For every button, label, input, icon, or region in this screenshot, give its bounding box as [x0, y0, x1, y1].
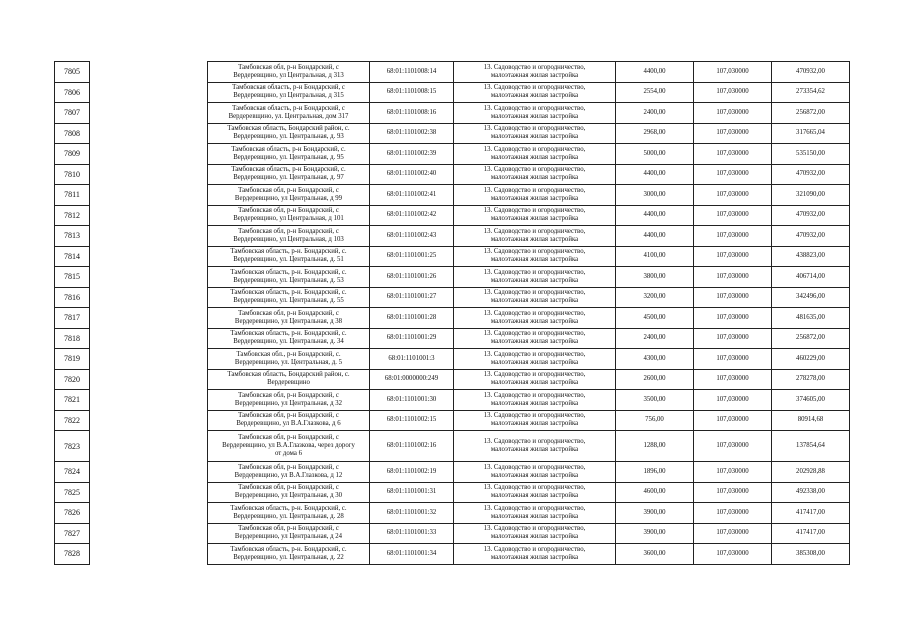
- row-number-cell: 7825: [55, 482, 90, 503]
- specific-value-cell: 107,030000: [694, 482, 772, 503]
- land-use-cell: 13. Садоводство и огородничество, малоэтажная жилая застройка: [454, 503, 616, 524]
- table-row: [208, 123, 850, 144]
- row-number-row: [55, 185, 90, 206]
- cadastral-number-cell: 68:01:1101002:15: [370, 410, 454, 431]
- area-cell: 3000,00: [616, 185, 694, 206]
- table-row: [208, 308, 850, 329]
- row-number-cell: 7808: [55, 123, 90, 144]
- land-use-cell: 13. Садоводство и огородничество, малоэтажная жилая застройка: [454, 267, 616, 288]
- table-row: [208, 205, 850, 226]
- cadastral-value-cell: 256872,00: [772, 328, 850, 349]
- cadastral-value-cell: 321090,00: [772, 185, 850, 206]
- specific-value-cell: 107,030000: [694, 390, 772, 411]
- land-use-cell: 13. Садоводство и огородничество, малоэтажная жилая застройка: [454, 544, 616, 565]
- specific-value-cell: 107,030000: [694, 431, 772, 462]
- land-use-cell: 13. Садоводство и огородничество, малоэтажная жилая застройка: [454, 349, 616, 370]
- row-number-cell: 7810: [55, 164, 90, 185]
- specific-value-cell: 107,030000: [694, 185, 772, 206]
- cadastral-value-cell: 80914,68: [772, 410, 850, 431]
- row-number-row: [55, 462, 90, 483]
- address-cell: Тамбовская область, р-н. Бондарский, с. Вердеревщино, ул. Центральная, д. 55: [208, 287, 370, 308]
- table-row: [208, 482, 850, 503]
- row-number-cell: 7818: [55, 328, 90, 349]
- row-number-row: [55, 390, 90, 411]
- row-number-cell: 7805: [55, 62, 90, 83]
- cadastral-number-cell: 68:01:1101001:29: [370, 328, 454, 349]
- row-number-cell: 7814: [55, 246, 90, 267]
- cadastral-number-cell: 68:01:1101001:25: [370, 246, 454, 267]
- area-cell: 4400,00: [616, 62, 694, 83]
- row-number-row: [55, 82, 90, 103]
- specific-value-cell: 107,030000: [694, 523, 772, 544]
- row-number-row: [55, 103, 90, 124]
- specific-value-cell: 107,030000: [694, 369, 772, 390]
- cadastral-number-cell: 68:01:1101002:19: [370, 462, 454, 483]
- specific-value-cell: 107,030000: [694, 205, 772, 226]
- row-number-row: [55, 246, 90, 267]
- address-cell: Тамбовская обл, р-н Бондарский, с Вердеревщино, ул Центральная, д 24: [208, 523, 370, 544]
- cadastral-value-cell: 492338,00: [772, 482, 850, 503]
- row-number-row: [55, 503, 90, 524]
- cadastral-value-cell: 470932,00: [772, 205, 850, 226]
- table-row: [208, 544, 850, 565]
- table-row: [208, 62, 850, 83]
- address-cell: Тамбовская обл, р-н Бондарский, с Вердеревщино, ул Центральная, д 313: [208, 62, 370, 83]
- cadastral-number-cell: 68:01:1101002:42: [370, 205, 454, 226]
- specific-value-cell: 107,030000: [694, 349, 772, 370]
- land-use-cell: 13. Садоводство и огородничество, малоэтажная жилая застройка: [454, 431, 616, 462]
- table-row: [208, 410, 850, 431]
- cadastral-value-cell: 202928,88: [772, 462, 850, 483]
- table-row: [208, 523, 850, 544]
- address-cell: Тамбовская обл, р-н Бондарский, с Вердеревщино, ул В.А.Глазкова, д 6: [208, 410, 370, 431]
- cadastral-number-cell: 68:01:1101002:16: [370, 431, 454, 462]
- row-number-cell: 7815: [55, 267, 90, 288]
- row-number-cell: 7813: [55, 226, 90, 247]
- specific-value-cell: 107,030000: [694, 144, 772, 165]
- table-row: [208, 267, 850, 288]
- specific-value-cell: 107,030000: [694, 267, 772, 288]
- land-parcel-table: [207, 61, 850, 565]
- cadastral-number-cell: 68:01:1101001:34: [370, 544, 454, 565]
- land-use-cell: 13. Садоводство и огородничество, малоэтажная жилая застройка: [454, 226, 616, 247]
- row-number-cell: 7824: [55, 462, 90, 483]
- area-cell: 1288,00: [616, 431, 694, 462]
- table-row: [208, 390, 850, 411]
- specific-value-cell: 107,030000: [694, 328, 772, 349]
- cadastral-number-cell: 68:01:0000000:249: [370, 369, 454, 390]
- row-number-row: [55, 144, 90, 165]
- address-cell: Тамбовская область, Бондарский район, с. Вердеревщино: [208, 369, 370, 390]
- cadastral-value-cell: 256872,00: [772, 103, 850, 124]
- cadastral-number-cell: 68:01:1101002:39: [370, 144, 454, 165]
- row-number-row: [55, 349, 90, 370]
- specific-value-cell: 107,030000: [694, 503, 772, 524]
- row-number-column: [54, 61, 90, 565]
- specific-value-cell: 107,030000: [694, 82, 772, 103]
- land-use-cell: 13. Садоводство и огородничество, малоэтажная жилая застройка: [454, 482, 616, 503]
- row-number-cell: 7828: [55, 544, 90, 565]
- area-cell: 2968,00: [616, 123, 694, 144]
- cadastral-number-cell: 68:01:1101002:43: [370, 226, 454, 247]
- area-cell: 5000,00: [616, 144, 694, 165]
- table-row: [208, 369, 850, 390]
- address-cell: Тамбовская область, р-н. Бондарский, с. Вердеревщино, ул. Центральная, д. 34: [208, 328, 370, 349]
- land-use-cell: 13. Садоводство и огородничество, малоэтажная жилая застройка: [454, 144, 616, 165]
- address-cell: Тамбовская обл, р-н Бондарский, с Вердеревщино, ул В.А.Глазкова, через дорогу от дома 6: [208, 431, 370, 462]
- cadastral-value-cell: 470932,00: [772, 164, 850, 185]
- specific-value-cell: 107,030000: [694, 246, 772, 267]
- address-cell: Тамбовская область, р-н. Бондарский, с. Вердеревщино, ул. Центральная, д. 28: [208, 503, 370, 524]
- cadastral-value-cell: 374605,00: [772, 390, 850, 411]
- row-number-cell: 7812: [55, 205, 90, 226]
- row-number-row: [55, 164, 90, 185]
- table-row: [208, 328, 850, 349]
- specific-value-cell: 107,030000: [694, 62, 772, 83]
- row-number-row: [55, 369, 90, 390]
- address-cell: Тамбовская обл, р-н Бондарский, с Вердеревщино, ул Центральная, д 99: [208, 185, 370, 206]
- specific-value-cell: 107,030000: [694, 287, 772, 308]
- specific-value-cell: 107,030000: [694, 123, 772, 144]
- table-row: [208, 185, 850, 206]
- cadastral-value-cell: 470932,00: [772, 62, 850, 83]
- specific-value-cell: 107,030000: [694, 410, 772, 431]
- row-number-row: [55, 267, 90, 288]
- row-number-cell: 7817: [55, 308, 90, 329]
- row-number-row: [55, 226, 90, 247]
- cadastral-value-cell: 342496,00: [772, 287, 850, 308]
- area-cell: 3500,00: [616, 390, 694, 411]
- table-row: [208, 82, 850, 103]
- specific-value-cell: 107,030000: [694, 103, 772, 124]
- cadastral-value-cell: 417417,00: [772, 503, 850, 524]
- area-cell: 2600,00: [616, 369, 694, 390]
- cadastral-value-cell: 481635,00: [772, 308, 850, 329]
- cadastral-value-cell: 278278,00: [772, 369, 850, 390]
- land-use-cell: 13. Садоводство и огородничество, малоэтажная жилая застройка: [454, 462, 616, 483]
- address-cell: Тамбовская обл, р-н Бондарский, с Вердеревщино, ул Центральная, д 103: [208, 226, 370, 247]
- area-cell: 3800,00: [616, 267, 694, 288]
- row-number-row: [55, 62, 90, 83]
- cadastral-number-cell: 68:01:1101002:40: [370, 164, 454, 185]
- area-cell: 756,00: [616, 410, 694, 431]
- cadastral-value-cell: 317665,04: [772, 123, 850, 144]
- row-number-row: [55, 205, 90, 226]
- row-number-row: [55, 123, 90, 144]
- land-use-cell: 13. Садоводство и огородничество, малоэтажная жилая застройка: [454, 287, 616, 308]
- address-cell: Тамбовская область, р-н Бондарский, с Вердеревщино, ул. Центральная, дом 317: [208, 103, 370, 124]
- specific-value-cell: 107,030000: [694, 226, 772, 247]
- address-cell: Тамбовская обл, р-н Бондарский, с Вердеревщино, ул Центральная, д 38: [208, 308, 370, 329]
- cadastral-number-cell: 68:01:1101008:16: [370, 103, 454, 124]
- address-cell: Тамбовская обл, р-н Бондарский, с Вердеревщино, ул Центральная, д 30: [208, 482, 370, 503]
- area-cell: 4300,00: [616, 349, 694, 370]
- cadastral-number-cell: 68:01:1101001:31: [370, 482, 454, 503]
- row-number-cell: 7823: [55, 431, 90, 462]
- table-row: [208, 503, 850, 524]
- land-use-cell: 13. Садоводство и огородничество, малоэтажная жилая застройка: [454, 103, 616, 124]
- cadastral-number-cell: 68:01:1101002:38: [370, 123, 454, 144]
- land-use-cell: 13. Садоводство и огородничество, малоэтажная жилая застройка: [454, 328, 616, 349]
- cadastral-number-cell: 68:01:1101001:28: [370, 308, 454, 329]
- land-use-cell: 13. Садоводство и огородничество, малоэтажная жилая застройка: [454, 246, 616, 267]
- area-cell: 4500,00: [616, 308, 694, 329]
- row-number-cell: 7822: [55, 410, 90, 431]
- area-cell: 4100,00: [616, 246, 694, 267]
- row-number-row: [55, 410, 90, 431]
- row-number-row: [55, 523, 90, 544]
- cadastral-value-cell: 406714,00: [772, 267, 850, 288]
- cadastral-number-cell: 68:01:1101002:41: [370, 185, 454, 206]
- land-use-cell: 13. Садоводство и огородничество, малоэтажная жилая застройка: [454, 369, 616, 390]
- area-cell: 2400,00: [616, 103, 694, 124]
- area-cell: 3600,00: [616, 544, 694, 565]
- specific-value-cell: 107,030000: [694, 544, 772, 565]
- land-use-cell: 13. Садоводство и огородничество, малоэтажная жилая застройка: [454, 123, 616, 144]
- cadastral-value-cell: 460229,00: [772, 349, 850, 370]
- row-number-cell: 7827: [55, 523, 90, 544]
- land-use-cell: 13. Садоводство и огородничество, малоэтажная жилая застройка: [454, 164, 616, 185]
- row-number-cell: 7820: [55, 369, 90, 390]
- land-use-cell: 13. Садоводство и огородничество, малоэтажная жилая застройка: [454, 82, 616, 103]
- cadastral-number-cell: 68:01:1101001:27: [370, 287, 454, 308]
- table-row: [208, 349, 850, 370]
- row-number-cell: 7826: [55, 503, 90, 524]
- area-cell: 3200,00: [616, 287, 694, 308]
- area-cell: 3900,00: [616, 503, 694, 524]
- area-cell: 4400,00: [616, 226, 694, 247]
- land-use-cell: 13. Садоводство и огородничество, малоэтажная жилая застройка: [454, 62, 616, 83]
- address-cell: Тамбовская область, р-н. Бондарский, с. Вердеревщино, ул. Центральная, д. 53: [208, 267, 370, 288]
- area-cell: 1896,00: [616, 462, 694, 483]
- cadastral-number-cell: 68:01:1101001:3: [370, 349, 454, 370]
- cadastral-number-cell: 68:01:1101008:14: [370, 62, 454, 83]
- area-cell: 4400,00: [616, 205, 694, 226]
- address-cell: Тамбовская область, Бондарский район, с. Вердеревщино, ул. Центральная, д. 93: [208, 123, 370, 144]
- land-use-cell: 13. Садоводство и огородничество, малоэтажная жилая застройка: [454, 308, 616, 329]
- specific-value-cell: 107,030000: [694, 462, 772, 483]
- table-row: [208, 462, 850, 483]
- table-row: [208, 103, 850, 124]
- row-number-cell: 7816: [55, 287, 90, 308]
- table-row: [208, 144, 850, 165]
- table-row: [208, 164, 850, 185]
- area-cell: 4400,00: [616, 164, 694, 185]
- row-number-cell: 7807: [55, 103, 90, 124]
- specific-value-cell: 107,030000: [694, 308, 772, 329]
- land-use-cell: 13. Садоводство и огородничество, малоэтажная жилая застройка: [454, 390, 616, 411]
- table-row: [208, 246, 850, 267]
- cadastral-value-cell: 417417,00: [772, 523, 850, 544]
- land-use-cell: 13. Садоводство и огородничество, малоэтажная жилая застройка: [454, 185, 616, 206]
- row-number-row: [55, 308, 90, 329]
- cadastral-value-cell: 385308,00: [772, 544, 850, 565]
- cadastral-value-cell: 273354,62: [772, 82, 850, 103]
- land-use-cell: 13. Садоводство и огородничество, малоэтажная жилая застройка: [454, 410, 616, 431]
- row-number-row: [55, 431, 90, 462]
- row-number-cell: 7811: [55, 185, 90, 206]
- cadastral-value-cell: 438823,00: [772, 246, 850, 267]
- address-cell: Тамбовская обл., р-н Бондарский, с. Вердеревщино, ул. Центральная, д. 5: [208, 349, 370, 370]
- table-row: [208, 287, 850, 308]
- land-use-cell: 13. Садоводство и огородничество, малоэтажная жилая застройка: [454, 523, 616, 544]
- row-number-row: [55, 287, 90, 308]
- address-cell: Тамбовская обл, р-н Бондарский, с Вердеревщино, ул Центральная, д 101: [208, 205, 370, 226]
- row-number-cell: 7806: [55, 82, 90, 103]
- cadastral-number-cell: 68:01:1101001:26: [370, 267, 454, 288]
- cadastral-value-cell: 535150,00: [772, 144, 850, 165]
- cadastral-number-cell: 68:01:1101001:33: [370, 523, 454, 544]
- row-number-cell: 7821: [55, 390, 90, 411]
- cadastral-value-cell: 137854,64: [772, 431, 850, 462]
- address-cell: Тамбовская область, р-н Бондарский, с. Вердеревщино, ул. Центральная, д. 95: [208, 144, 370, 165]
- land-use-cell: 13. Садоводство и огородничество, малоэтажная жилая застройка: [454, 205, 616, 226]
- table-row: [208, 226, 850, 247]
- row-number-row: [55, 482, 90, 503]
- area-cell: 4600,00: [616, 482, 694, 503]
- address-cell: Тамбовская область, р-н. Бондарский, с. Вердеревщино, ул. Центральная, д. 22: [208, 544, 370, 565]
- table-row: [208, 431, 850, 462]
- row-number-cell: 7809: [55, 144, 90, 165]
- cadastral-number-cell: 68:01:1101001:32: [370, 503, 454, 524]
- address-cell: Тамбовская обл, р-н Бондарский, с Вердеревщино, ул В.А.Глазкова, д 12: [208, 462, 370, 483]
- cadastral-value-cell: 470932,00: [772, 226, 850, 247]
- address-cell: Тамбовская область, р-н. Бондарский, с. Вердеревщино, ул. Центральная, д. 51: [208, 246, 370, 267]
- cadastral-number-cell: 68:01:1101001:30: [370, 390, 454, 411]
- area-cell: 2554,00: [616, 82, 694, 103]
- row-number-row: [55, 328, 90, 349]
- area-cell: 3900,00: [616, 523, 694, 544]
- address-cell: Тамбовская обл, р-н Бондарский, с Вердеревщино, ул Центральная, д 32: [208, 390, 370, 411]
- specific-value-cell: 107,030000: [694, 164, 772, 185]
- address-cell: Тамбовская область, р-н Бондарский, с Вердеревщино, ул Центральная, д 315: [208, 82, 370, 103]
- area-cell: 2400,00: [616, 328, 694, 349]
- row-number-cell: 7819: [55, 349, 90, 370]
- row-number-row: [55, 544, 90, 565]
- cadastral-number-cell: 68:01:1101008:15: [370, 82, 454, 103]
- address-cell: Тамбовская область, р-н Бондарский, с. Вердеревщино, ул. Центральная, д. 97: [208, 164, 370, 185]
